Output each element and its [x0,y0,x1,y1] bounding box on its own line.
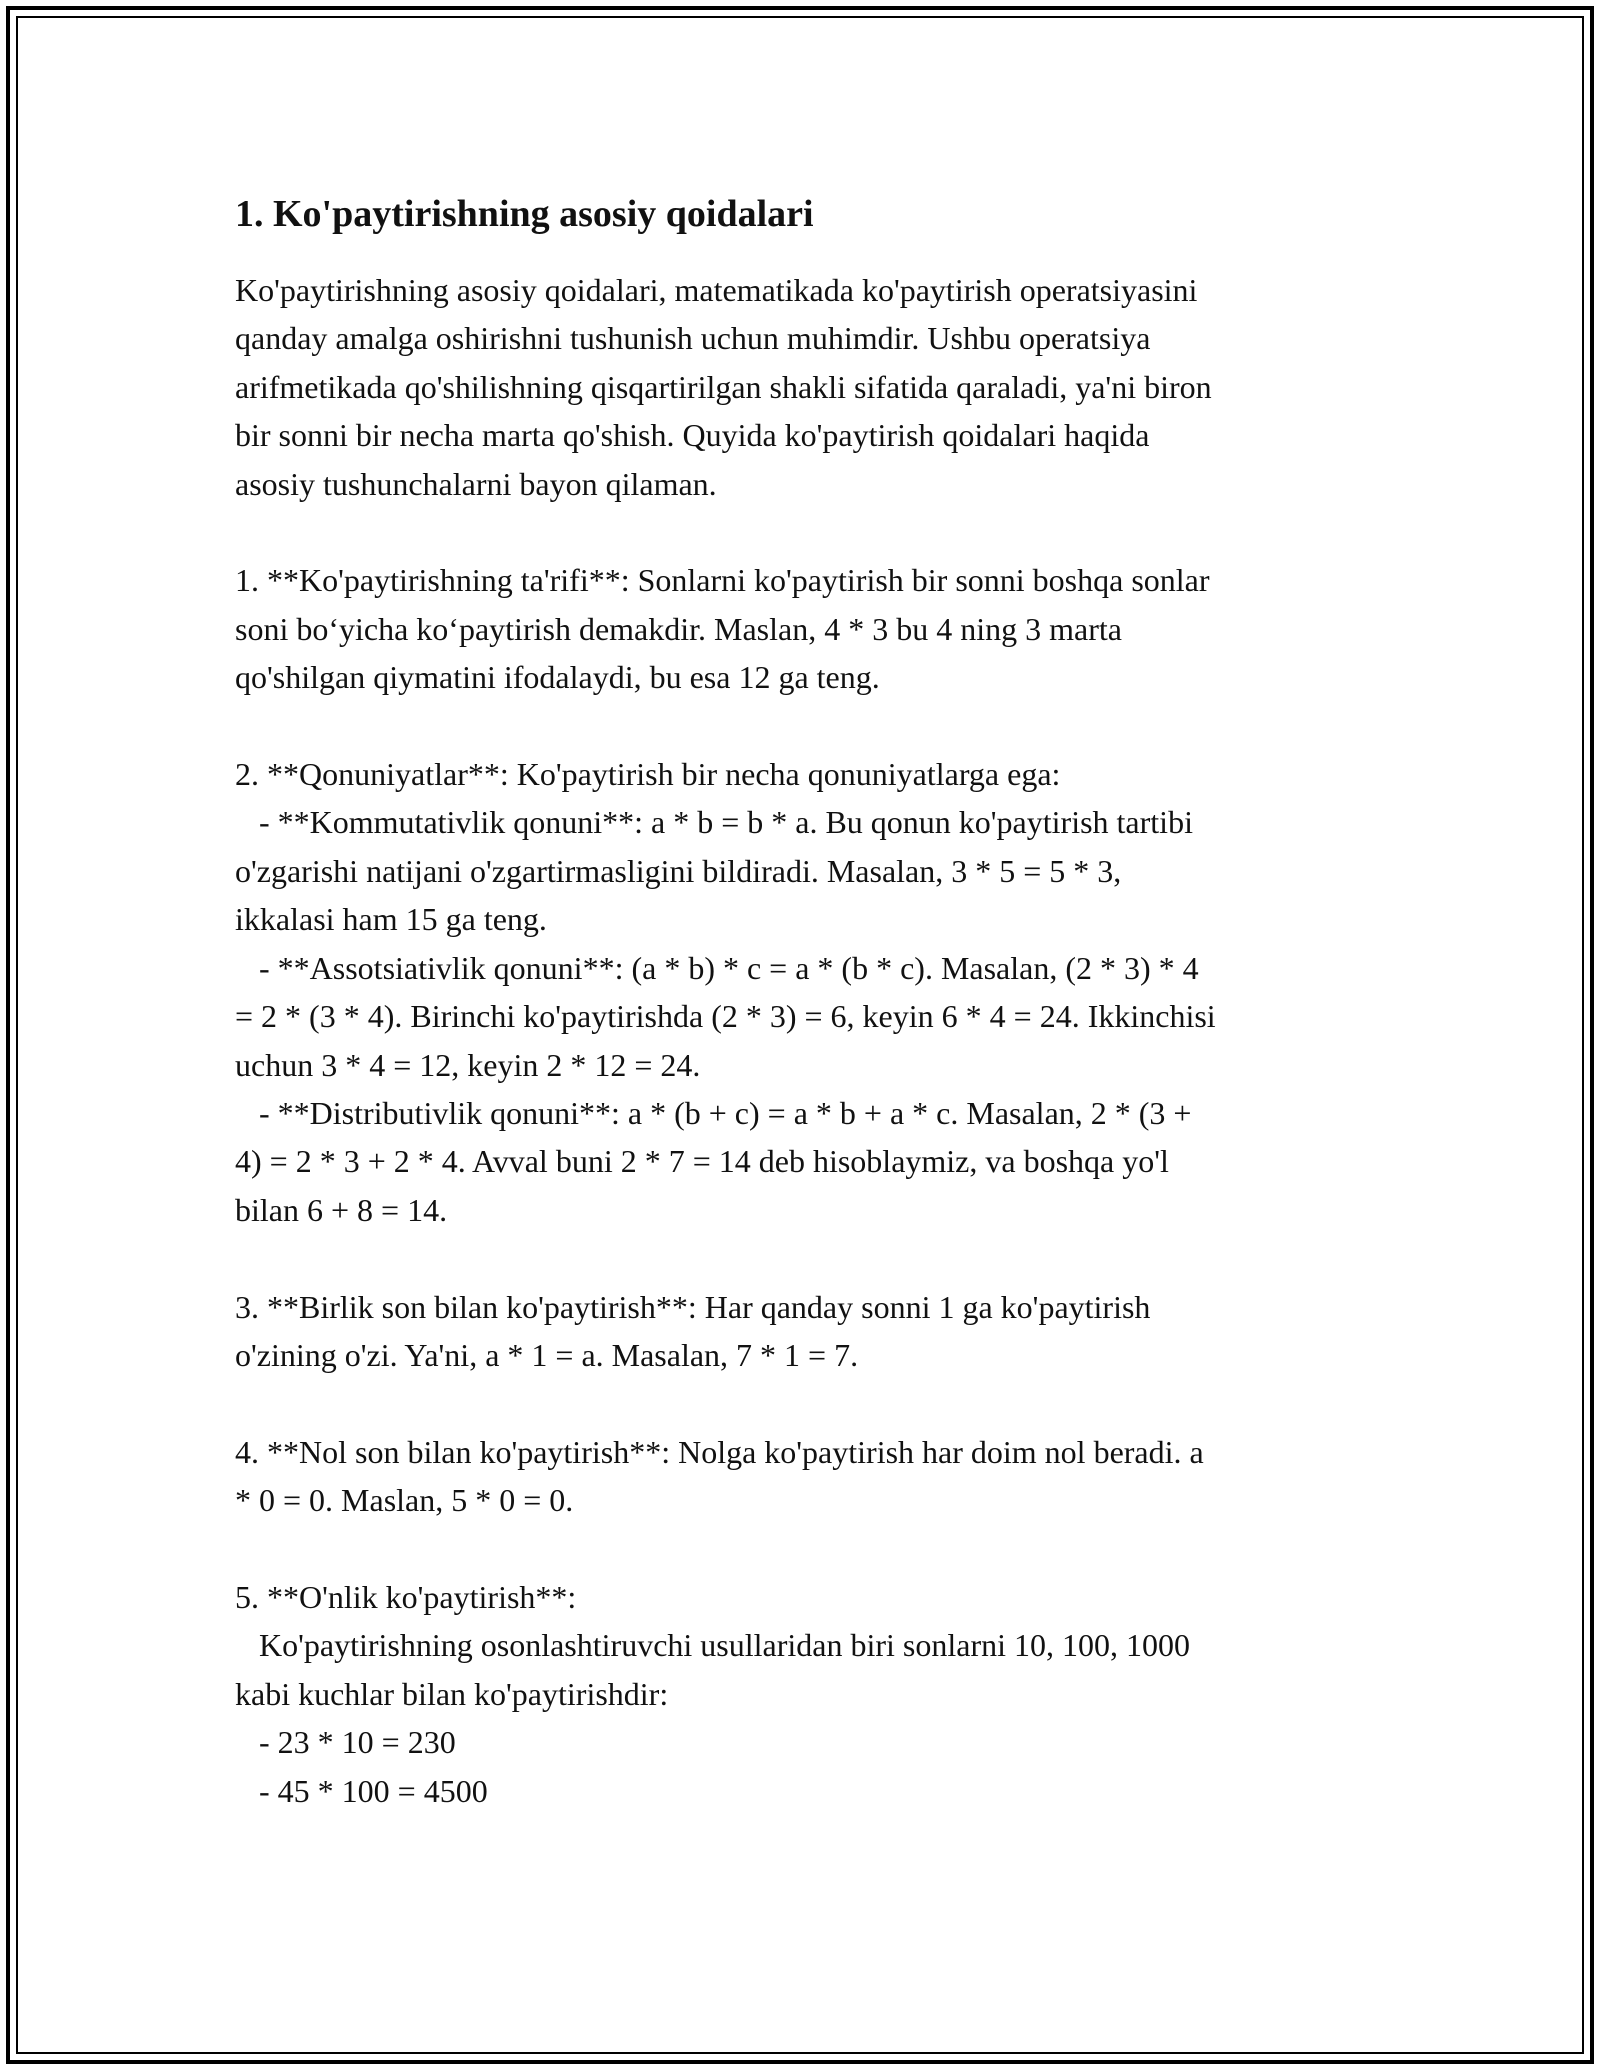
document-body: Ko'paytirishning asosiy qoidalari, matematikada ko'paytirish operatsiyasini qanday amalga oshirishni tushunish uchun muhimdir. Ushbu operatsiya arifmetikada qo'shilishning qisqartirilgan shakli sifatida qaraladi, ya'ni biron bir sonni bir necha marta qo'shish. Quyida ko'paytirish qoidalari haqida asosiy tushunchalarni bayon qilaman. 1. **Ko'paytirishning ta'rifi**: Sonlarni ko'paytirish bir sonni boshqa sonlar soni bo‘yicha ko‘paytirish demakdir. Maslan, 4 * 3 bu 4 ning 3 marta qo'shilgan qiymatini ifodalaydi, bu esa 12 ga teng. 2. **Qonuniyatlar**: Ko'paytirish bir necha qonuniyatlarga ega: - **Kommutativlik qonuni**: a * b = b * a. Bu qonun ko'paytirish tartibi o'zgarishi natijani o'zgartirmasligini bildiradi. Masalan, 3 * 5 = 5 * 3, ikkalasi ham 15 ga teng. - **Assotsiativlik qonuni**: (a * b) * c = a * (b * c). Masalan, (2 * 3) * 4 = 2 * (3 * 4). Birinchi ko'paytirishda (2 * 3) = 6, keyin 6 * 4 = 24. Ikkinchisi uchun 3 * 4 = 12, keyin 2 * 12 = 24. - **Distributivlik qonuni**: a * (b + c) = a * b + a * c. Masalan, 2 * (3 + 4) = 2 * 3 + 2 * 4. Avval buni 2 * 7 = 14 deb hisoblaymiz, va boshqa yo'l bilan 6 + 8 = 14. 3. **Birlik son bilan ko'paytirish**: Har qanday sonni 1 ga ko'paytirish o'zining o'zi. Ya'ni, a * 1 = a. Masalan, 7 * 1 = 7. 4. **Nol son bilan ko'paytirish**: Nolga ko'paytirish har doim nol beradi. a * 0 = 0. Maslan, 5 * 0 = 0. 5. **O'nlik ko'paytirish**: Ko'paytirishning osonlashtiruvchi usullaridan biri sonlarni 10, 100, 1000 kabi kuchlar bilan ko'paytirishdir: - 23 * 10 = 230 - 45 * 100 = 4500 [235,272,1216,1809]
document-page [235,186,1370,1815]
document-title: 1. Ko'paytirishning asosiy qoidalari [235,193,814,235]
